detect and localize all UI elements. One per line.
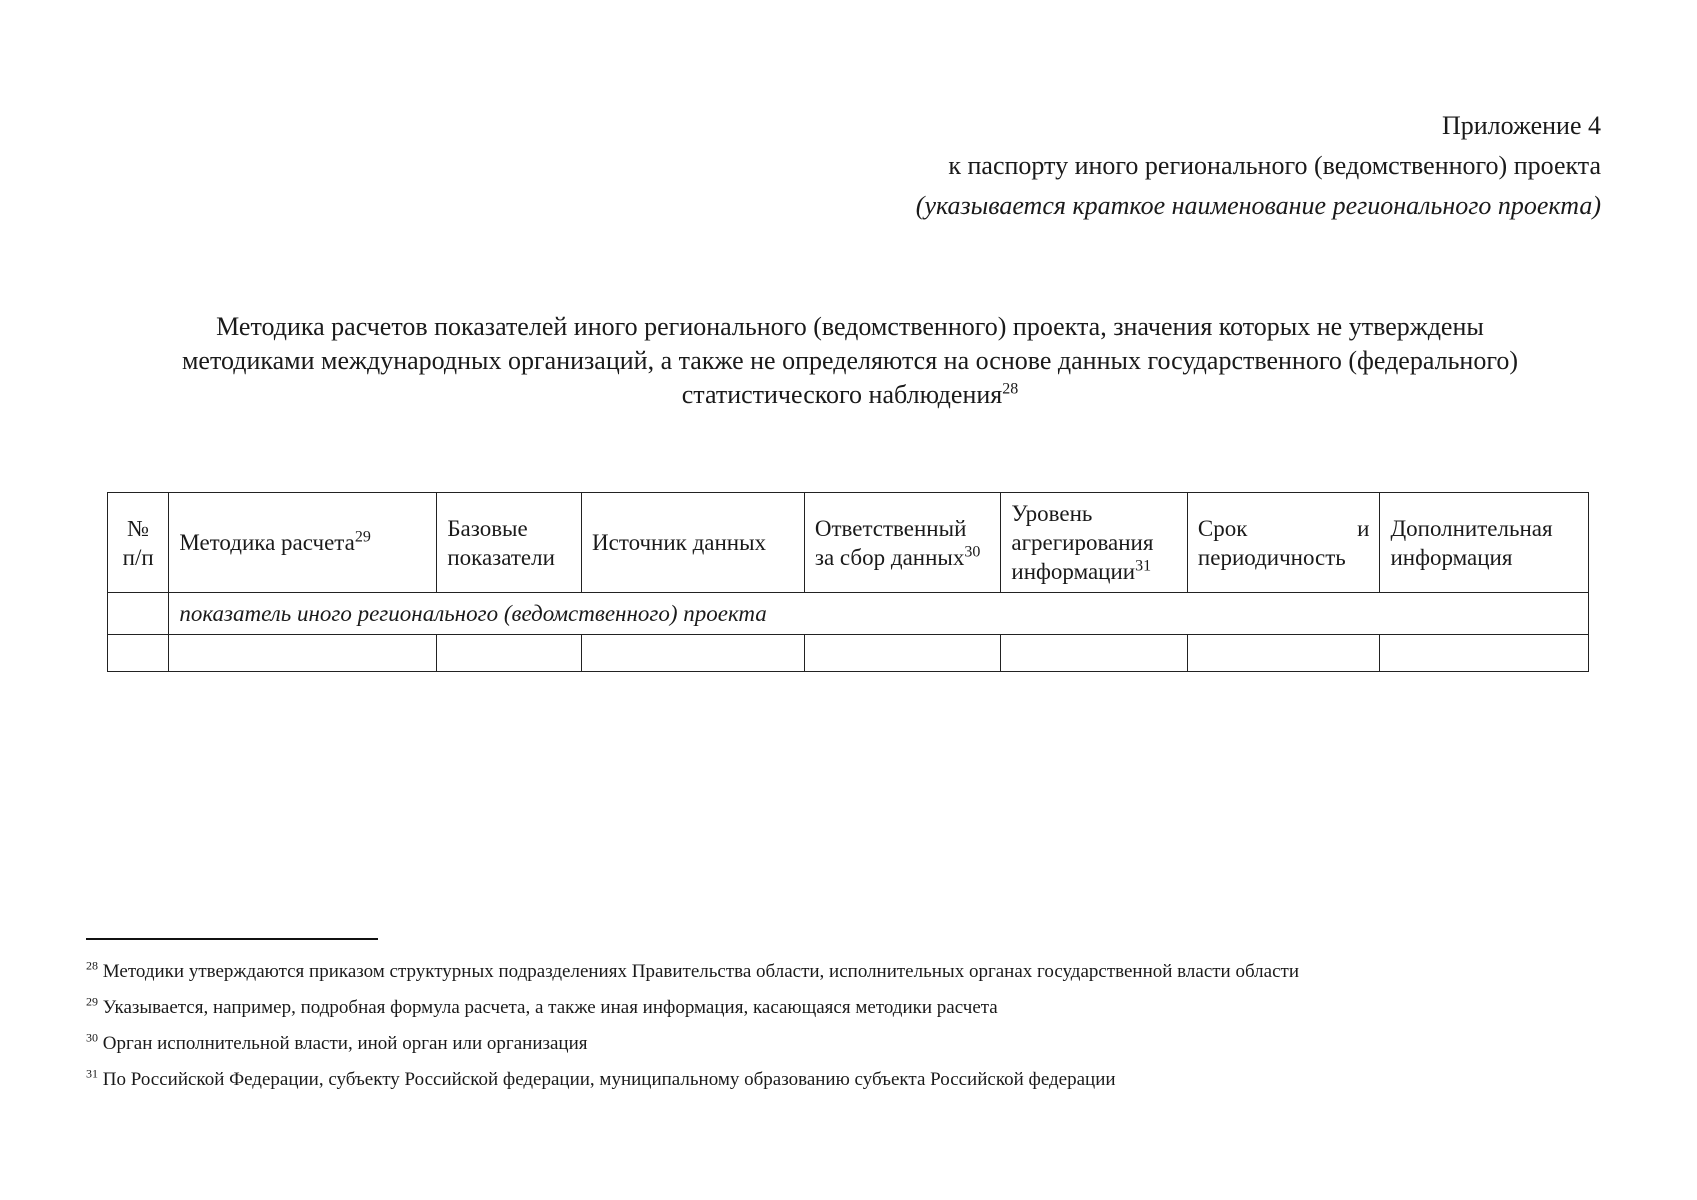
header-base-line-1: Базовые bbox=[447, 515, 528, 541]
appendix-project-placeholder: (указывается краткое наименование регионального проекта) bbox=[915, 191, 1601, 220]
footnote-ref-29: 29 bbox=[354, 528, 371, 546]
title-line-3-text: статистического наблюдения bbox=[681, 380, 1003, 409]
title-line-1: Методика расчетов показателей иного регионального (ведомственного) проекта, значения которых не утверждены bbox=[216, 312, 1484, 341]
header-term-line-2: периодичность bbox=[1197, 544, 1346, 570]
document-title bbox=[112, 310, 1588, 412]
header-level-line-1: Уровень bbox=[1011, 501, 1093, 526]
footnote-ref-30: 30 bbox=[964, 542, 981, 560]
section-row-label: показатель иного регионального (ведомственного) проекта bbox=[169, 593, 1589, 635]
table-cell bbox=[582, 635, 805, 672]
section-row-number-cell bbox=[108, 593, 169, 635]
title-line-2: методиками международных организаций, а также не определяются на основе данных государственного (федерального) bbox=[181, 346, 1519, 375]
methodology-table bbox=[107, 492, 1589, 672]
footnote-ref-31: 31 bbox=[1135, 557, 1152, 575]
header-additional-line-2: информация bbox=[1390, 544, 1513, 570]
header-number-label: п/п bbox=[122, 544, 154, 570]
footnote-number: 31 bbox=[86, 1066, 98, 1081]
header-additional-line-1: Дополнительная bbox=[1390, 515, 1553, 541]
footnote-number: 29 bbox=[86, 994, 98, 1009]
header-base-indicators bbox=[437, 493, 582, 593]
header-method bbox=[169, 493, 437, 593]
footnote-31 bbox=[86, 1068, 1586, 1092]
table-cell bbox=[108, 635, 169, 672]
appendix-reference: к паспорту иного регионального (ведомственного) проекта bbox=[948, 151, 1601, 180]
header-aggregation-level bbox=[1001, 493, 1188, 593]
table-cell bbox=[169, 635, 437, 672]
header-base-line-2: показатели bbox=[447, 544, 555, 570]
header-data-source: Источник данных bbox=[582, 493, 805, 593]
header-level-line-3: информации bbox=[1011, 559, 1136, 584]
header-number bbox=[108, 493, 169, 593]
footnote-text: Орган исполнительной власти, иной орган или организация bbox=[102, 1033, 588, 1054]
header-responsible-line-2: за сбор данных bbox=[814, 544, 965, 570]
footnote-text: Указывается, например, подробная формула расчета, а также иная информация, касающаяся методики расчета bbox=[102, 997, 998, 1018]
header-responsible-line-1: Ответственный bbox=[814, 515, 967, 541]
table-section-row bbox=[108, 593, 1589, 635]
footnote-number: 28 bbox=[86, 958, 98, 973]
table-cell bbox=[437, 635, 582, 672]
table-cell bbox=[1001, 635, 1188, 672]
header-number-symbol: № bbox=[127, 515, 150, 541]
footnotes bbox=[86, 960, 1586, 1104]
header-responsible bbox=[804, 493, 1001, 593]
footnote-text: Методики утверждаются приказом структурных подразделениях Правительства области, исполнительных органах государственной власти области bbox=[102, 961, 1299, 982]
footnote-30 bbox=[86, 1032, 1586, 1056]
header-term-line-1 bbox=[1198, 514, 1370, 543]
header-level-line-3-wrap bbox=[1011, 557, 1177, 586]
table-row bbox=[108, 635, 1589, 672]
footnote-separator bbox=[86, 938, 378, 940]
footnote-28 bbox=[86, 960, 1586, 984]
table-cell bbox=[804, 635, 1001, 672]
header-additional-info bbox=[1380, 493, 1589, 593]
table-cell bbox=[1380, 635, 1589, 672]
footnote-29 bbox=[86, 996, 1586, 1020]
header-term-word-2: и bbox=[1357, 515, 1370, 541]
header-method-label: Методика расчета bbox=[179, 530, 355, 555]
footnote-number: 30 bbox=[86, 1030, 98, 1045]
header-term-word-1: Срок bbox=[1197, 515, 1248, 541]
title-line-3 bbox=[112, 378, 1588, 412]
appendix-header bbox=[916, 106, 1601, 226]
appendix-number: Приложение 4 bbox=[1441, 111, 1601, 140]
table-cell bbox=[1187, 635, 1380, 672]
header-level-line-2: агрегирования bbox=[1011, 530, 1154, 555]
footnote-ref-28: 28 bbox=[1002, 380, 1019, 398]
footnote-text: По Российской Федерации, субъекту Российской федерации, муниципальному образованию субъекта Российской федерации bbox=[102, 1069, 1116, 1090]
header-responsible-line-2-wrap bbox=[815, 543, 991, 572]
header-term-periodicity bbox=[1187, 493, 1380, 593]
table-header-row bbox=[108, 493, 1589, 593]
